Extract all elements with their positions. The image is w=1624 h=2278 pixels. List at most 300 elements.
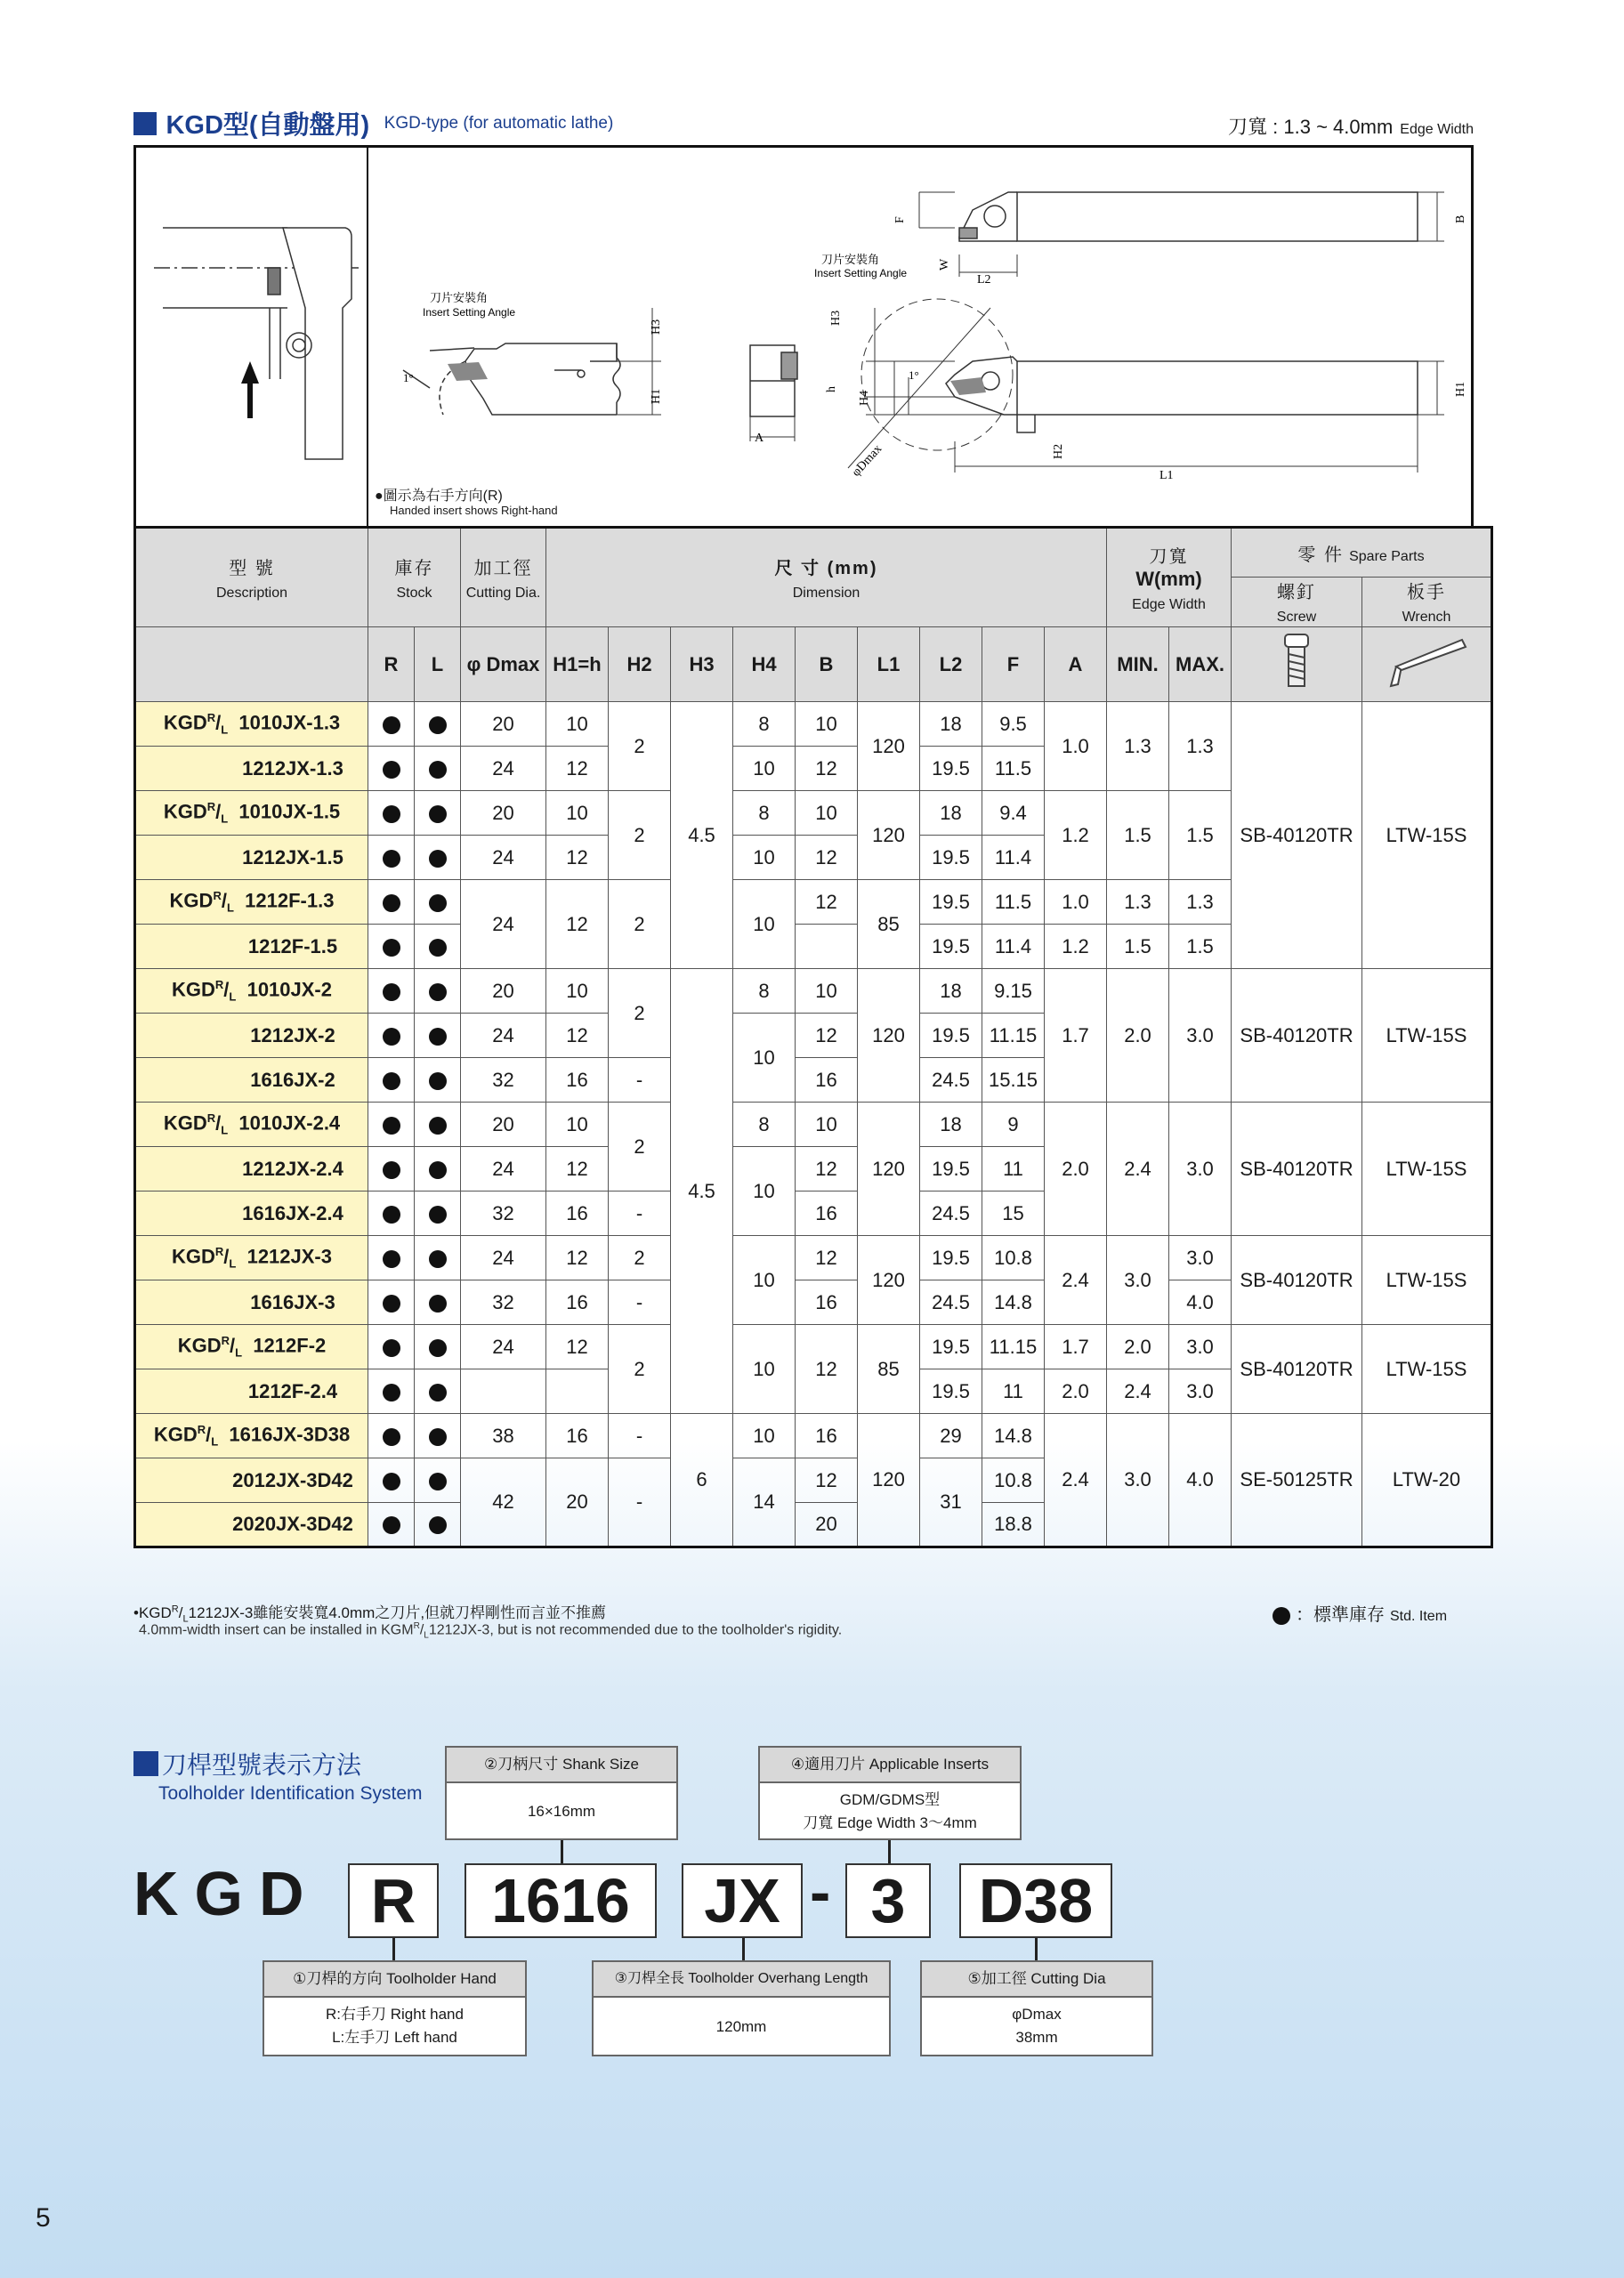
model-code: 1212JX-3 — [246, 1245, 332, 1268]
svg-text:B: B — [1454, 214, 1467, 223]
cell-max — [1169, 925, 1232, 969]
cell-h4 — [733, 1414, 796, 1458]
screw-zh: 螺釘 — [1277, 583, 1316, 602]
cell-min: 3.0 — [1124, 1268, 1151, 1291]
cell-min: 2.0 — [1124, 1023, 1151, 1046]
cell-l2: 24.5 — [932, 1290, 970, 1313]
stock-dot-icon — [383, 850, 400, 868]
header-wrench — [1362, 578, 1492, 627]
cell-min: 1.5 — [1124, 934, 1151, 957]
cell-min — [1107, 1369, 1169, 1414]
id-system-title-en: Toolholder Identification System — [158, 1783, 423, 1804]
cell-max: 1.3 — [1186, 734, 1214, 757]
shank-size-body: 16×16mm — [527, 1803, 596, 1820]
cell-l2: 29 — [940, 1424, 962, 1447]
edge-width-en: Edge Width — [1400, 122, 1474, 137]
model-code: 1010JX-2 — [246, 978, 332, 1001]
connector-line-3 — [742, 1938, 745, 1961]
cell-f: 15.15 — [988, 1068, 1038, 1091]
cell-h1: 20 — [566, 1490, 588, 1513]
id-title-zh: 刀桿型號表示方法 — [162, 1751, 362, 1779]
model-sup: R — [206, 711, 216, 725]
cell-a — [1045, 1369, 1107, 1414]
spec-table-body — [135, 528, 1492, 1547]
table-row — [135, 1414, 1492, 1458]
cell-wrench: LTW-15S — [1386, 823, 1467, 846]
cell-dmax: 24 — [492, 1246, 514, 1269]
cell-screw — [1232, 1103, 1362, 1236]
cell-dmax — [461, 1014, 546, 1058]
model-prefix: KGD — [163, 800, 207, 823]
model-code: 1010JX-1.5 — [238, 800, 341, 823]
stock-l — [415, 1280, 461, 1325]
stock-dot-icon — [429, 1516, 447, 1534]
model-cell — [135, 1147, 368, 1192]
edge-zh: 刀寬 — [1149, 546, 1189, 567]
col-header — [609, 627, 671, 702]
cell-h2 — [609, 1192, 671, 1236]
cell-h3 — [671, 1414, 733, 1547]
cell-h4 — [733, 1103, 796, 1147]
cell-l2: 18 — [940, 712, 962, 735]
cell-l2: 19.5 — [932, 845, 970, 868]
cell-min — [1107, 880, 1169, 925]
cell-f: 14.8 — [994, 1424, 1032, 1447]
cell-b: 10 — [815, 801, 837, 824]
stock-r — [368, 1325, 415, 1369]
cell-wrench — [1362, 1325, 1492, 1414]
model-sup: R — [197, 1423, 206, 1437]
stock-r — [368, 969, 415, 1014]
cell-b — [796, 925, 858, 969]
stock-dot-icon — [383, 761, 400, 779]
cell-screw — [1232, 969, 1362, 1103]
cell-wrench: LTW-15S — [1386, 1023, 1467, 1046]
cell-b: 12 — [815, 845, 837, 868]
stock-dot-icon — [429, 1428, 447, 1446]
col-label: L — [431, 652, 444, 675]
cell-l2 — [920, 1369, 982, 1414]
stock-l — [415, 791, 461, 836]
cell-b — [796, 1103, 858, 1147]
svg-text:A: A — [755, 432, 764, 445]
stock-en: Stock — [396, 585, 432, 601]
cell-dmax — [461, 1325, 546, 1369]
cell-h2 — [609, 791, 671, 880]
cell-h1 — [546, 880, 609, 969]
cell-l1: 85 — [877, 1357, 900, 1380]
cell-f — [982, 1280, 1045, 1325]
header-row-1 — [135, 528, 1492, 578]
stock-dot-icon — [383, 1250, 400, 1268]
cell-a: 1.0 — [1062, 734, 1089, 757]
stock-r — [368, 1236, 415, 1280]
edge-w: W(mm) — [1135, 567, 1202, 590]
table-row — [135, 969, 1492, 1014]
cell-a: 2.4 — [1062, 1268, 1089, 1291]
cell-a — [1045, 925, 1107, 969]
cell-f: 11.15 — [989, 1023, 1038, 1046]
std-en: Std. Item — [1390, 1609, 1448, 1624]
cell-h1 — [546, 747, 609, 791]
cell-l1 — [858, 969, 920, 1103]
col-label: R — [384, 652, 399, 675]
desc-zh: 型 號 — [229, 558, 275, 578]
model-code: 2012JX-3D42 — [232, 1468, 353, 1491]
stock-dot-icon — [383, 1295, 400, 1313]
cell-b: 20 — [815, 1513, 837, 1535]
cell-dmax: 24 — [492, 1335, 514, 1358]
spec-table — [133, 526, 1493, 1548]
stock-dot-icon — [429, 1161, 447, 1179]
toolholder-hand-box — [263, 1960, 527, 2056]
stock-l — [415, 1014, 461, 1058]
cell-l2 — [920, 1325, 982, 1369]
stock-l — [415, 1458, 461, 1503]
col-label: H1=h — [553, 652, 602, 675]
cell-min — [1107, 1103, 1169, 1236]
svg-text:刀片安裝角: 刀片安裝角 — [821, 253, 880, 266]
cell-l1: 120 — [872, 1268, 905, 1291]
cell-h2: - — [635, 1290, 643, 1313]
svg-text:F: F — [893, 216, 907, 223]
svg-text:H1: H1 — [1454, 381, 1467, 397]
cell-f — [982, 702, 1045, 747]
cell-h1 — [546, 1236, 609, 1280]
cell-wrench — [1362, 702, 1492, 969]
code-part-dia: D38 — [959, 1863, 1112, 1938]
cell-l1: 85 — [877, 912, 900, 935]
cell-h4 — [733, 836, 796, 880]
cell-h4 — [733, 1325, 796, 1414]
model-code: 1212JX-2 — [250, 1023, 335, 1046]
cell-dmax — [461, 1147, 546, 1192]
note-en-slash: / — [419, 1622, 424, 1638]
model-slash: / — [223, 978, 230, 1001]
cell-screw — [1232, 1414, 1362, 1547]
cell-a — [1045, 791, 1107, 880]
cell-a: 1.2 — [1062, 934, 1089, 957]
cell-h2: - — [635, 1068, 643, 1091]
cell-b: 16 — [815, 1068, 837, 1091]
svg-text:h: h — [825, 386, 838, 392]
cell-h1 — [546, 791, 609, 836]
cell-max: 3.0 — [1186, 1023, 1214, 1046]
cell-h2: 2 — [634, 1135, 645, 1158]
std-zh: ：標準庫存 — [1296, 1605, 1385, 1625]
cell-l2: 18 — [940, 801, 962, 824]
cell-a: 1.0 — [1062, 890, 1089, 913]
model-code: 2020JX-3D42 — [232, 1513, 353, 1535]
cell-h1 — [546, 1147, 609, 1192]
cell-b — [796, 969, 858, 1014]
model-slash: / — [215, 1111, 222, 1135]
cell-l2 — [920, 1103, 982, 1147]
header-screw — [1232, 578, 1362, 627]
cell-min — [1107, 1325, 1169, 1369]
col-label: φ Dmax — [466, 652, 540, 675]
cell-l1 — [858, 1414, 920, 1547]
stock-dot-icon — [383, 983, 400, 1001]
cell-min: 2.0 — [1124, 1335, 1151, 1358]
cell-h4 — [733, 1236, 796, 1325]
svg-text:H4: H4 — [858, 390, 871, 406]
note-slash: / — [178, 1604, 183, 1621]
cell-dmax: 24 — [492, 1157, 514, 1180]
cell-dmax: 42 — [492, 1490, 514, 1513]
stock-l — [415, 702, 461, 747]
cell-min — [1107, 1414, 1169, 1547]
cell-a — [1045, 969, 1107, 1103]
stock-r — [368, 1369, 415, 1414]
cell-max — [1169, 1236, 1232, 1280]
col-label: L1 — [877, 652, 901, 675]
model-cell — [135, 1280, 368, 1325]
stock-l — [415, 1192, 461, 1236]
cell-screw: SB-40120TR — [1240, 823, 1353, 846]
header-blank — [135, 627, 368, 702]
cell-h2 — [609, 1236, 671, 1280]
header-dimension — [546, 528, 1107, 627]
cell-h2 — [609, 702, 671, 791]
note-en-text: 1212JX-3, but is not recommended due to the toolholder's rigidity. — [428, 1622, 843, 1638]
model-slash: / — [223, 1245, 230, 1268]
cell-h2 — [609, 1325, 671, 1414]
cell-max: 1.5 — [1186, 934, 1214, 957]
cell-h4: 8 — [758, 712, 770, 735]
cell-f — [982, 969, 1045, 1014]
overhang-body: 120mm — [715, 2018, 767, 2035]
stock-dot-icon — [429, 983, 447, 1001]
connector-line-1 — [392, 1938, 395, 1961]
cell-max: 4.0 — [1186, 1290, 1214, 1313]
cell-h2 — [609, 880, 671, 969]
model-prefix: KGD — [171, 1245, 215, 1268]
stock-l — [415, 969, 461, 1014]
cell-l2: 19.5 — [932, 890, 970, 913]
col-header — [368, 627, 415, 702]
cell-h2: 2 — [634, 1246, 645, 1269]
model-cell — [135, 1503, 368, 1547]
cell-min: 2.4 — [1124, 1379, 1151, 1402]
cell-f — [982, 880, 1045, 925]
cell-l2: 19.5 — [932, 1246, 970, 1269]
cell-l1 — [858, 791, 920, 880]
wrench-zh: 板手 — [1407, 583, 1446, 602]
screw-image — [1232, 627, 1362, 702]
cell-screw — [1232, 702, 1362, 969]
header-spare-parts — [1232, 528, 1492, 578]
cell-b: 10 — [815, 979, 837, 1002]
stock-r — [368, 747, 415, 791]
model-sup: R — [206, 1111, 216, 1126]
cell-h1: 16 — [566, 1424, 588, 1447]
model-cell — [135, 791, 368, 836]
cell-h3 — [671, 702, 733, 969]
cell-min — [1107, 1236, 1169, 1325]
model-cell — [135, 1369, 368, 1414]
model-code: 1616JX-3 — [250, 1290, 335, 1313]
model-code: 1212F-1.3 — [245, 889, 335, 912]
stock-r — [368, 925, 415, 969]
cell-b — [796, 747, 858, 791]
cell-f: 10.8 — [994, 1246, 1032, 1269]
cell-f: 9.15 — [994, 979, 1032, 1002]
cell-h1 — [546, 1014, 609, 1058]
cell-b — [796, 1414, 858, 1458]
cell-min: 1.3 — [1124, 890, 1151, 913]
cell-h1: 10 — [566, 979, 588, 1002]
stock-r — [368, 1414, 415, 1458]
cell-l2: 18 — [940, 1112, 962, 1135]
cell-b: 12 — [815, 1246, 837, 1269]
cell-h2: - — [635, 1490, 643, 1513]
cell-min — [1107, 791, 1169, 880]
cell-b — [796, 1192, 858, 1236]
col-header — [415, 627, 461, 702]
stock-dot-icon — [383, 1206, 400, 1224]
model-cell — [135, 969, 368, 1014]
model-prefix: KGD — [153, 1423, 198, 1446]
cell-min — [1107, 925, 1169, 969]
stock-dot-icon — [383, 1028, 400, 1046]
cell-b: 12 — [815, 1157, 837, 1180]
col-header — [1045, 627, 1107, 702]
cell-l2: 18 — [940, 979, 962, 1002]
cell-dmax: 24 — [492, 845, 514, 868]
stock-r — [368, 1147, 415, 1192]
stock-dot-icon — [429, 894, 447, 912]
model-slash: / — [230, 1334, 236, 1357]
model-sub: L — [226, 901, 234, 915]
cell-l2: 19.5 — [932, 1379, 970, 1402]
desc-en: Description — [215, 585, 288, 601]
cell-a — [1045, 1414, 1107, 1547]
parts-en: Spare Parts — [1349, 548, 1425, 564]
note-zh-text: 1212JX-3雖能安裝寬4.0mm之刀片,但就刀桿剛性而言並不推薦 — [188, 1604, 607, 1621]
model-prefix: KGD — [171, 978, 215, 1001]
cell-screw: SB-40120TR — [1240, 1157, 1353, 1180]
cell-wrench — [1362, 1414, 1492, 1547]
model-cell — [135, 747, 368, 791]
cell-a — [1045, 1325, 1107, 1369]
cell-max: 3.0 — [1186, 1246, 1214, 1269]
overhang-head: ③刀桿全長 Toolholder Overhang Length — [594, 1962, 889, 1998]
cell-h1 — [546, 1058, 609, 1103]
cell-dmax: 24 — [492, 912, 514, 935]
cell-f — [982, 791, 1045, 836]
model-cell — [135, 1192, 368, 1236]
stock-l — [415, 747, 461, 791]
applicable-inserts-box — [758, 1746, 1022, 1840]
stock-r — [368, 791, 415, 836]
screw-icon — [1274, 631, 1319, 693]
hand-head: ①刀桿的方向 Toolholder Hand — [264, 1962, 525, 1998]
model-prefix: KGD — [169, 889, 214, 912]
cell-l1 — [858, 1236, 920, 1325]
cell-h4: 10 — [753, 1179, 775, 1202]
cell-h4: 10 — [753, 756, 775, 780]
cell-b: 10 — [815, 1112, 837, 1135]
cell-l2 — [920, 925, 982, 969]
cell-h4: 8 — [758, 801, 770, 824]
code-dash: - — [810, 1857, 831, 1927]
stock-dot-icon — [1273, 1607, 1290, 1625]
cell-f: 11.4 — [994, 845, 1032, 868]
stock-l — [415, 1414, 461, 1458]
cell-b — [796, 836, 858, 880]
col-header — [1169, 627, 1232, 702]
cell-b — [796, 1014, 858, 1058]
stock-l — [415, 1147, 461, 1192]
model-cell — [135, 702, 368, 747]
stock-dot-icon — [429, 850, 447, 868]
cell-l2 — [920, 1280, 982, 1325]
cell-h4 — [733, 1458, 796, 1547]
connector-line-2 — [561, 1840, 563, 1863]
screw-en: Screw — [1276, 610, 1317, 625]
stock-dot-icon — [429, 761, 447, 779]
cell-h4: 10 — [753, 1357, 775, 1380]
cell-l2 — [920, 1414, 982, 1458]
cell-h3: 6 — [696, 1468, 707, 1490]
cell-l2 — [920, 836, 982, 880]
stock-r — [368, 1280, 415, 1325]
col-label: L2 — [939, 652, 963, 675]
cell-a: 1.7 — [1062, 1335, 1089, 1358]
stock-l — [415, 1369, 461, 1414]
model-code: 1212JX-2.4 — [242, 1157, 343, 1180]
model-prefix: KGD — [163, 1111, 207, 1135]
model-code: 1212F-2.4 — [247, 1379, 338, 1402]
cell-h1 — [546, 702, 609, 747]
header-row-3 — [135, 627, 1492, 702]
cell-wrench — [1362, 1103, 1492, 1236]
code-part-shank: 1616 — [465, 1863, 657, 1938]
model-cell — [135, 1103, 368, 1147]
cell-l2 — [920, 1147, 982, 1192]
page-title-en: KGD-type (for automatic lathe) — [384, 113, 614, 133]
shank-size-box — [445, 1746, 678, 1840]
col-label: A — [1068, 652, 1083, 675]
connector-line-5 — [1035, 1938, 1038, 1961]
cell-b: 16 — [815, 1201, 837, 1224]
cell-l2: 19.5 — [932, 1023, 970, 1046]
cell-h2 — [609, 1058, 671, 1103]
stock-r — [368, 836, 415, 880]
cell-h4: 10 — [753, 1424, 775, 1447]
header-stock — [368, 528, 461, 627]
cell-l1 — [858, 1325, 920, 1414]
model-sub: L — [221, 812, 229, 826]
cell-h2 — [609, 1414, 671, 1458]
cell-h1: 16 — [566, 1068, 588, 1091]
cell-a — [1045, 880, 1107, 925]
col-header — [733, 627, 796, 702]
cell-f: 9 — [1007, 1112, 1019, 1135]
cell-f — [982, 1503, 1045, 1547]
cell-dmax — [461, 747, 546, 791]
cell-b: 12 — [815, 890, 837, 913]
cell-b — [796, 702, 858, 747]
cell-h4 — [733, 969, 796, 1014]
cell-l2 — [920, 1236, 982, 1280]
table-row — [135, 1103, 1492, 1147]
model-cell — [135, 836, 368, 880]
cell-h2: - — [635, 1424, 643, 1447]
cell-dmax: 38 — [492, 1424, 514, 1447]
cell-h1 — [546, 1280, 609, 1325]
